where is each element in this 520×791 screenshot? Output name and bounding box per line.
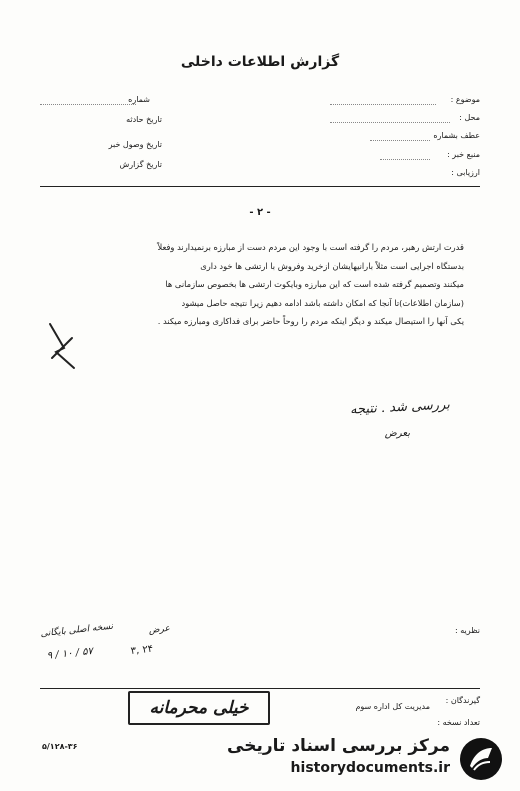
opinion-label: نظریه : (455, 626, 480, 635)
subject-label: موضوع : (450, 95, 480, 104)
handwritten-signature (270, 392, 470, 462)
reference-label: عطف بشماره (433, 131, 480, 140)
body-line: یکی آنها را استیصال میکند و دیگر اینکه مردم را روحاً حاضر برای فداکاری ومبارزه میکند . (157, 316, 464, 326)
document-title: گزارش اطلاعات داخلی (180, 54, 340, 70)
body-line: میکنند وتصمیم گرفته شده است که این مبارزه وبایکوت ارتشی ها بخصوص سازمانی ها (165, 279, 464, 289)
number-blank (40, 104, 136, 105)
archive-logo-icon (458, 736, 504, 782)
subject-blank (330, 104, 436, 105)
copies-label: تعداد نسخه : (437, 718, 480, 727)
watermark-org-name: مرکز بررسی اسناد تاریخی (227, 736, 450, 756)
body-line: (سازمان اطلاعات)تا آنجا که امکان داشته باشد ادامه دهیم زیرا نتیجه حاصل میشود (181, 297, 464, 308)
annotation-number: ۳, ۲۴ (130, 643, 154, 657)
receipt-date-label: تاریخ وصول خبر (108, 140, 162, 149)
report-body (60, 238, 464, 331)
reference-blank (370, 140, 430, 141)
signature-line-1: بررسی شد . نتیجه (349, 397, 451, 418)
source-label: منبع خبر : (447, 150, 480, 159)
incident-date-label: تاریخ حادثه (126, 115, 162, 124)
annotation-note-1: نسخه اصلی بایگانی (39, 621, 114, 640)
annotation-date: ۹ / ۱۰ / ۵۷ (46, 645, 94, 662)
confidential-stamp: خیلی محرمانه (128, 691, 270, 725)
footer-divider (40, 688, 480, 689)
annotation-note-3: عرض (148, 623, 171, 636)
header-divider (40, 186, 480, 187)
evaluation-label: ارزیابی : (451, 168, 480, 177)
margin-checkmark-icon (44, 318, 84, 378)
report-date-label: تاریخ گزارش (119, 160, 162, 169)
place-label: محل : (459, 113, 480, 122)
recipients-label: گیرندگان : (445, 696, 480, 705)
recipients-value: مدیریت کل اداره سوم (355, 702, 430, 711)
watermark (214, 734, 504, 786)
handwritten-annotation (34, 612, 188, 677)
signature-line-2: بعرض (384, 428, 410, 439)
watermark-url: historydocuments.ir (290, 760, 450, 776)
reference-number: ۵/۱۲۸-۳۶ (42, 742, 78, 751)
number-label: شماره (128, 95, 150, 104)
page-number: - ۲ - (249, 207, 271, 218)
place-blank (330, 122, 450, 123)
body-line: قدرت ارتش رهبر، مردم را گرفته است با وجود این مردم دست از مبارزه برنمیدارند وفعلاً (157, 242, 464, 252)
source-blank (380, 159, 430, 160)
body-line: بدستگاه اجرایی است مثلاً بارانیهایشان ازخرید وفروش با ارتشی ها خود داری (200, 260, 464, 271)
